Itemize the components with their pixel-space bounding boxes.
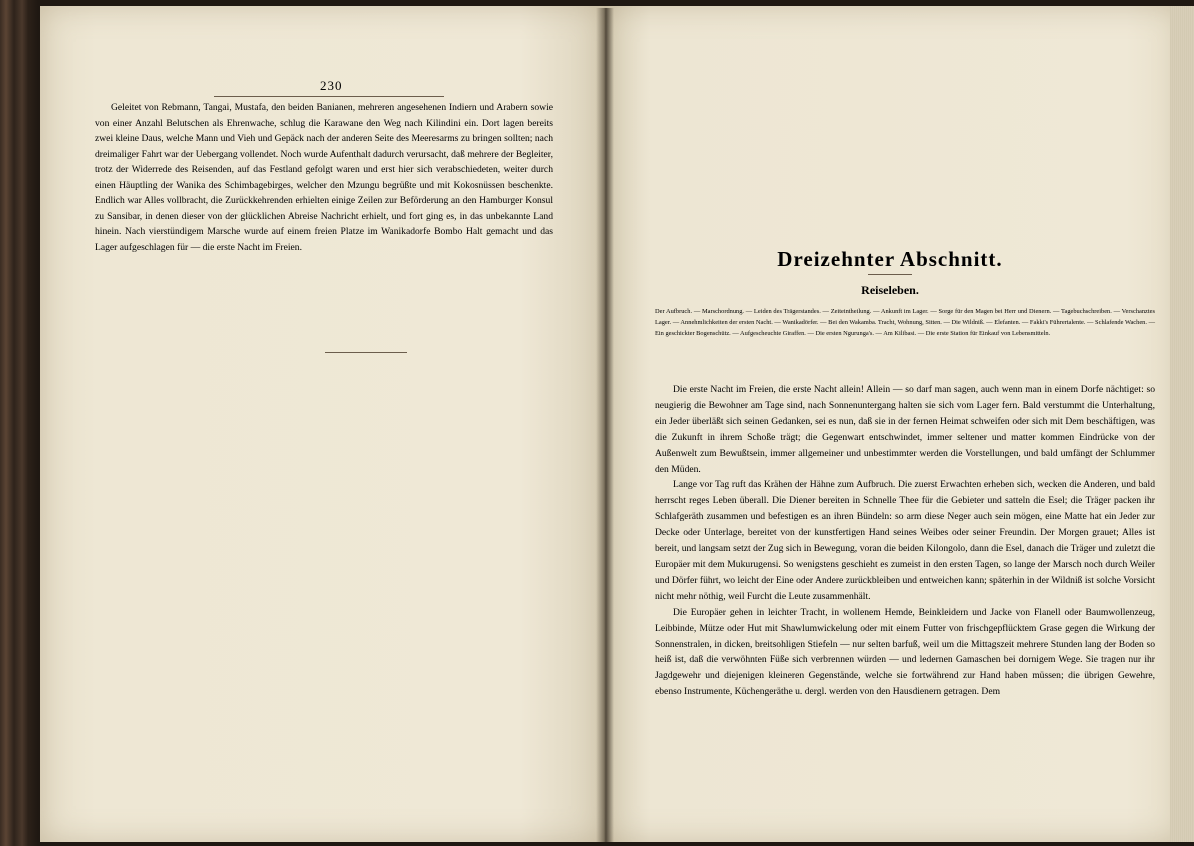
book-gutter — [596, 8, 614, 842]
left-page-paragraph: Geleitet von Rebmann, Tangai, Mustafa, den beiden Banianen, mehreren angesehenen Indiern und Arabern sowie von einer Anzahl Belutschen als Ehrenwache, schlug die Karawane den Weg nach Kilindini ein. Dort lagen bereits zwei kleine Daus, welche Mann und Vieh und Gepäck nach der anderen Seite des Meeresarms zu bringen sollten; nach dreimaliger Fahrt war der Uebergang vollendet. Noch wurde Aufenthalt dadurch verursacht, daß mehrere der Begleiter, trotz der Widerrede des Reisenden, auf das Festland gefolgt waren und erst hier sich verabschiedeten, weiter durch einen Häuptling der Wanika des Schimbagebirges, welcher den Mzungu begrüßte und mit Kokosnüssen beschenkte. Endlich war Alles vollbracht, die Zurückkehrenden erhielten einige Zeilen zur Beförderung an den Hamburger Konsul zu Sansibar, in denen dieser von der glücklichen Abreise Nachricht erhielt, und fort ging es, in das unbekannte Land hinein. Nach vierstündigem Marsche wurde auf einem freien Platze im Wanikadorfe Bombo Halt gemacht und das Lager aufgeschlagen für — die erste Nacht im Freien. — [95, 102, 553, 253]
header-rule — [214, 96, 444, 97]
page-edges — [1170, 6, 1194, 842]
chapter-contents-summary: Der Aufbruch. — Marschordnung. — Leiden des Trägerstandes. — Zeiteintheilung. — Ankunft im Lager. — Sorge für den Magen bei Herr und Dienern. — Tagebuchschreiben. — Verschanztes Lager. — Annehmlichkeiten der ersten Nacht. — Wanikadörfer. — Bei den Wakamba. Tracht, Wohnung, Sitten. — Die Wildniß. — Elefanten. — Fakki's Führertalente. — Schlafende Wachen. — Ein geschickter Bogenschütz. — Aufgescheuchte Giraffen. — Die ersten Ngurunga's. — Am Kilibasi. — Die erste Station für Einkauf von Lebensmitteln. — [655, 308, 1155, 337]
chapter-title: Dreizehnter Abschnitt. — [777, 247, 1003, 271]
section-end-rule — [325, 352, 407, 353]
body-paragraph: Die Europäer gehen in leichter Tracht, in wollenem Hemde, Beinkleidern und Jacke von Flanell oder Baumwollenzeug, Leibbinde, Mütze oder Hut mit Shawlumwickelung oder mit einem Futter von frischgepflücktem Grase gegen die Wirkung der Sonnenstralen, in dicken, breitsohligen Stiefeln — nur selten barfuß, weil um die Mittagszeit mehrere Stunden lang der Boden so heiß ist, daß die verwöhnten Füße sich verbrennen würden — und ledernen Gamaschen bei dornigem Wege. Sie tragen nur ihr Jagdgewehr und diejenigen kleineren Gegenstände, welche sie fortwährend zur Hand haben müssen; die übrigen Gewehre, ebenso Instrumente, Küchengeräthe u. dergl. werden von den Hausdienern getragen. Dem — [655, 606, 1155, 698]
title-rule — [868, 274, 912, 275]
chapter-subtitle: Reiseleben. — [861, 283, 919, 297]
page-number: 230 — [320, 78, 343, 93]
body-paragraph: Lange vor Tag ruft das Krähen der Hähne zum Aufbruch. Die zuerst Erwachten erheben sich, wecken die Anderen, und bald herrscht reges Leben überall. Die Diener bereiten in Schnelle Thee für die Gebieter und satteln die Esel; die Träger packen ihr Schlafgeräth zusammen und befestigen es an ihren Bündeln: so arm diese Neger auch sein mögen, eine Matte hat ein Jeder zur Decke oder Unterlage, bereitet von der kunstfertigen Hand seines Weibes oder seiner Freundin. Der Morgen grauet; Alles ist bereit, und langsam setzt der Zug sich in Bewegung, voran die beiden Kilongolo, dann die Esel, danach die Träger und zuletzt die Europäer mit dem Mukurugensi. So wenigstens geschieht es zumeist in den ersten Tagen, so lange der Marsch noch durch Weiler und Dörfer führt, wo leicht der Eine oder Andere zurückbleiben und entweichen kann; späterhin in der Wildniß ist solche Vorsicht nicht mehr nöthig, weil Furcht die Leute zusammenhält. — [655, 479, 1155, 602]
body-paragraph: Die erste Nacht im Freien, die erste Nacht allein! Allein — so darf man sagen, auch wenn man in einem Dorfe nächtiget: so neugierig die Bewohner am Tage sind, nach Sonnenuntergang halten sie sich vom Lager fern. Bald verstummt die Unterhaltung, ein Jeder überläßt sich seinen Gedanken, sei es nun, daß sie in der fernen Heimat schweifen oder sich mit Dem beschäftigen, was die Zukunft in ihrem Schoße trägt; die Gegenwart entschwindet, immer seltener und matter kommen Eindrücke von der Außenwelt zum Bewußtsein, immer allgemeiner und unbestimmter werden die Vorstellungen, und bald umfängt der Schlummer den Müden. — [655, 384, 1155, 475]
right-page-body — [655, 382, 1155, 700]
